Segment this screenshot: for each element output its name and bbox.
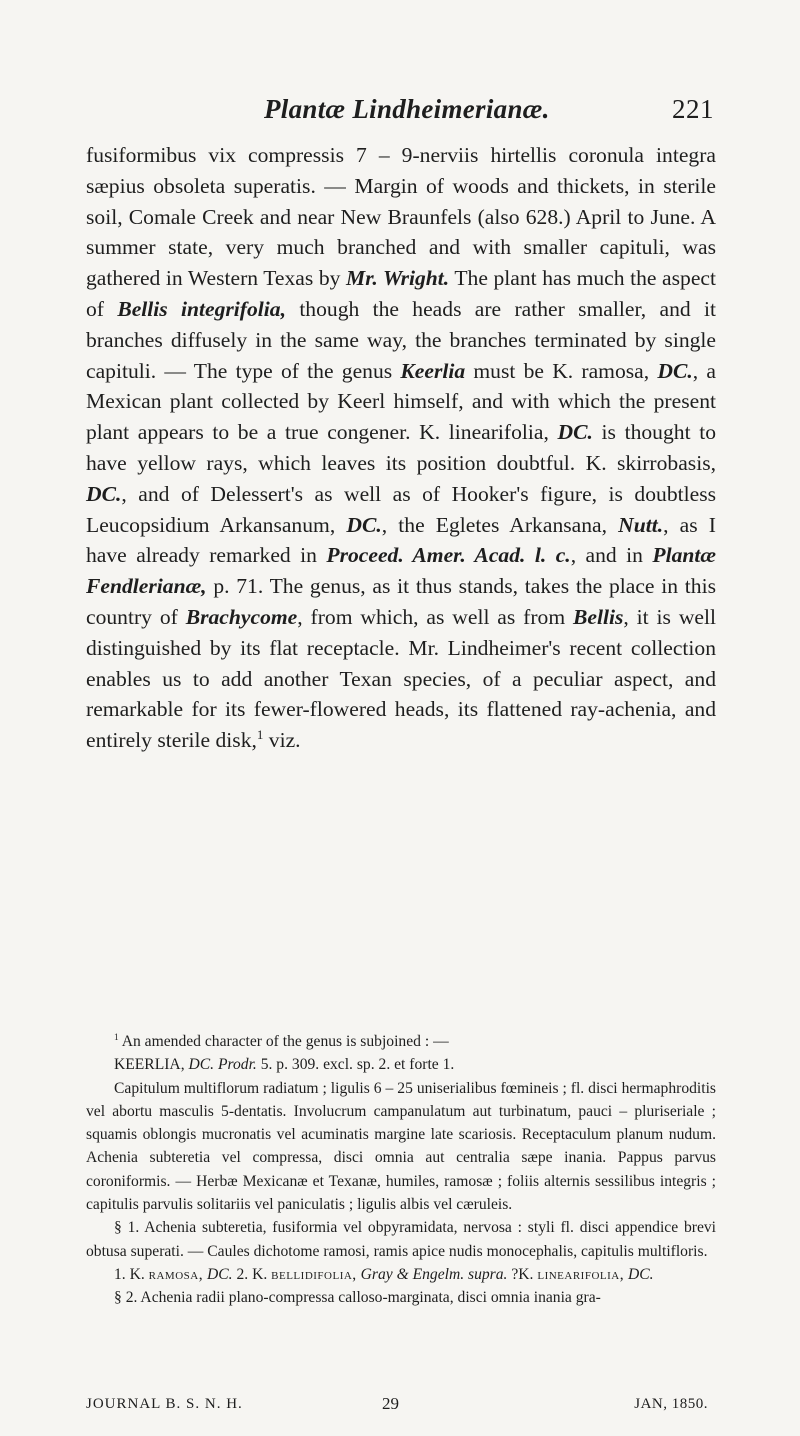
section-2: § 2. Achenia radii plano-compressa calloso-marginata, disci omnia inania gra- [114, 1289, 601, 1307]
running-head-title: Plantæ Lindheimerianæ. [264, 94, 550, 124]
taxon-bellis-integrifolia: Bellis integrifolia, [117, 296, 286, 321]
footnote-reference: 1 [256, 726, 264, 742]
author-nutt: Nutt. [618, 512, 664, 537]
genus-heading: KEERLIA, DC. Prodr. 5. p. 309. excl. sp. 2. et forte 1. [114, 1056, 455, 1074]
author-dc: DC. [346, 512, 382, 537]
author-dc: DC. [557, 420, 593, 445]
species-list: 1. K. ramosa, DC. 2. K. bellidifolia, Gray & Engelm. supra. ?K. linearifolia, DC. [114, 1265, 654, 1283]
footnote [86, 1030, 716, 1310]
running-head [86, 94, 716, 130]
signature-date: JAN, 1850. [634, 1396, 708, 1412]
main-paragraph: fusiformibus vix compressis 7 – 9-nerviis hirtellis coronula integra sæpius obsoleta superatis. — Margin of woods and thickets, in sterile soil, Comale Creek and near New Braunfels (also 628.) April to June. A summer state, very much branched and with smaller capituli, was gathered in Western Texas by Mr. Wright. The plant has much the aspect of Bellis integrifolia, though the heads are rather smaller, and it branches diffusely in the same way, the branches terminated by single capituli. — The type of the genus Keerlia must be K. ramosa, DC., a Mexican plant collected by Keerl himself, and with which the present plant appears to be a true congener. K. linearifolia, DC. is thought to have yellow rays, which leaves its position doubtful. K. skirrobasis, DC., and of Delessert's as well as of Hooker's figure, is doubtless Leucopsidium Arkansanum, DC., the Egletes Arkansana, Nutt., as I have already remarked in Proceed. Amer. Acad. l. c., and in Plantæ Fendlerianæ, p. 71. The genus, as it thus stands, takes the place in this country of Brachycome, from which, as well as from Bellis, it is well distinguished by its flat receptacle. Mr. Lindheimer's recent collection enables us to add another Texan species, of a peculiar aspect, and remarkable for its fewer-flowered heads, its flattened ray-achenia, and entirely sterile disk,$^1$ viz. [86, 143, 717, 753]
page-number: 221 [672, 94, 714, 124]
signature-line [86, 1396, 716, 1418]
author-dc: DC. [86, 481, 122, 506]
section-1: § 1. Achenia subteretia, fusiformia vel obpyramidata, nervosa : styli fl. disci appendice brevi obtusa superati. — Caules dichotome ramosi, ramis apice nudis monocephalis, capitulis multifloris. [86, 1219, 716, 1260]
footnote-intro: $^1$ An amended character of the genus is subjoined : — [114, 1032, 449, 1050]
citation-fendleriana: Plantæ Fendlerianæ, [86, 543, 716, 599]
taxon-brachycome: Brachycome [185, 604, 298, 629]
signature-journal: JOURNAL B. S. N. H. [86, 1396, 243, 1412]
footnote-mark: 1 [114, 1032, 119, 1043]
signature-number: 29 [382, 1394, 399, 1413]
main-text [86, 140, 716, 756]
citation-proceed: Proceed. Amer. Acad. l. c. [326, 543, 571, 568]
taxon-bellis: Bellis [573, 604, 624, 629]
genus-character: Capitulum multiflorum radiatum ; ligulis 6 – 25 uniserialibus fœmineis ; fl. disci hermaphroditis vel abortu masculis 5-dentatis. Involucrum campanulatum aut turbinatum, pauci – pluriseriale ; squamis oblongis mucronatis vel acuminatis margine late scariosis. Receptaculum planum nudum. Achenia subteretia vel compressa, disci omnia aut centralia sæpe inania. Pappus parvus coroniformis. — Herbæ Mexicanæ et Texanæ, humiles, ramosæ ; foliis alternis sessilibus integris ; capitulis parvulis solitariis vel paniculatis ; ligulis albis vel cæruleis. [86, 1079, 716, 1214]
collector-name: Mr. Wright. [346, 266, 450, 291]
taxon-keerlia: Keerlia [400, 358, 466, 383]
author-dc: DC. [657, 358, 693, 383]
